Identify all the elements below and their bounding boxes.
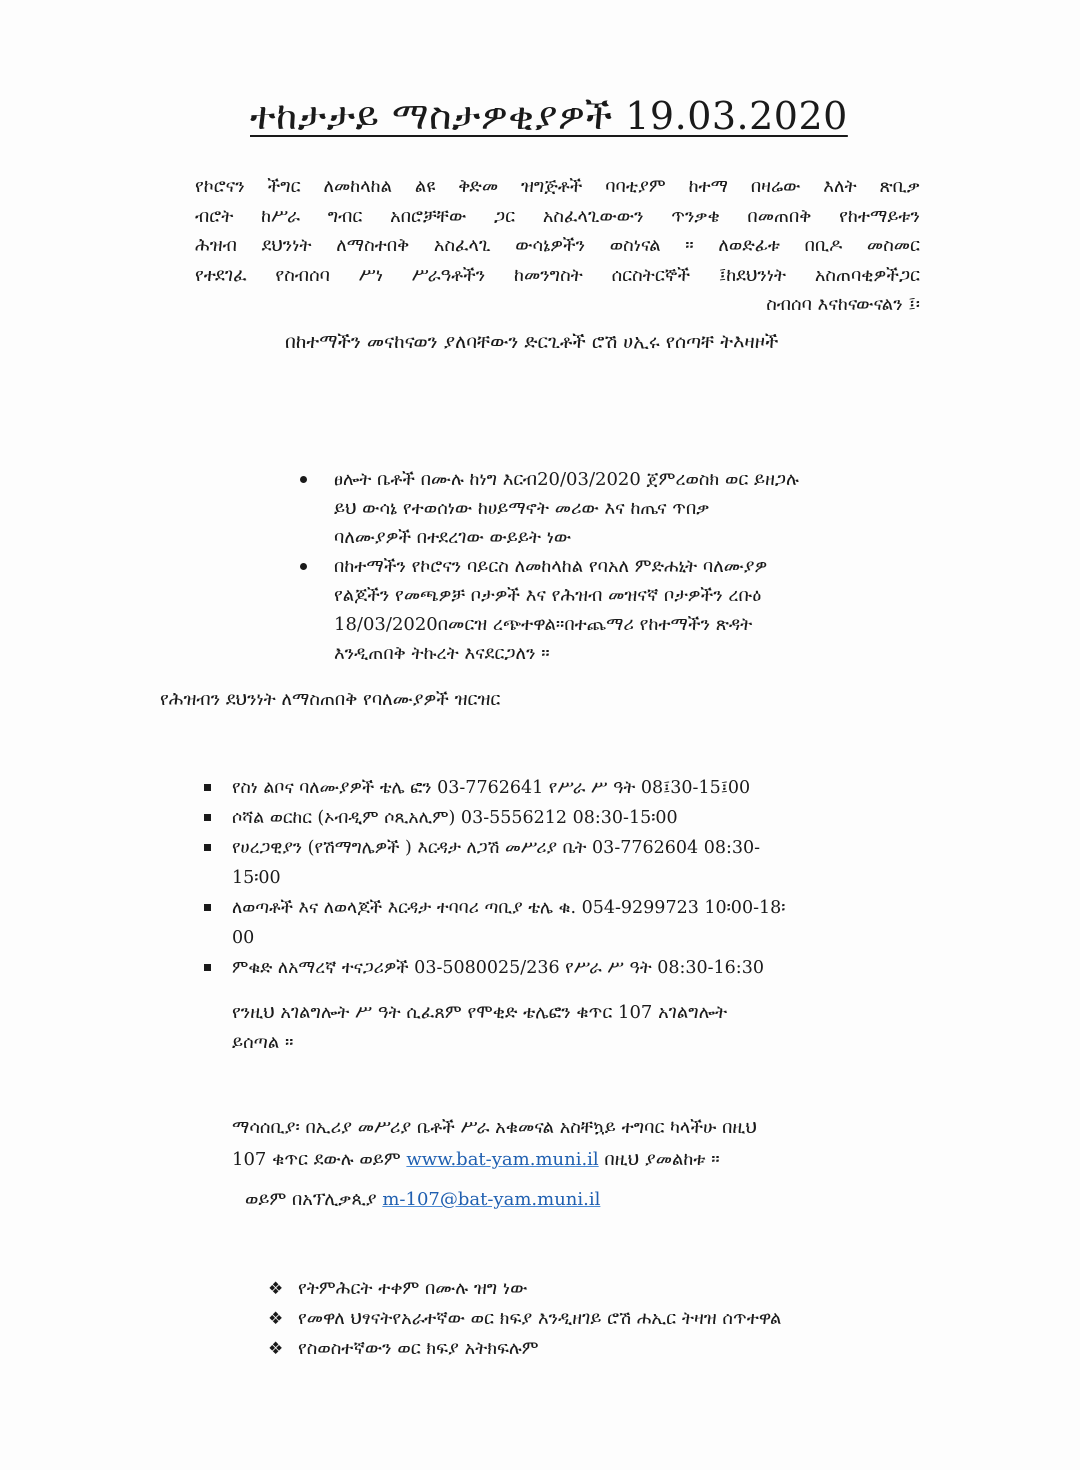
list-item-text: የመዋለ ህፃናትየአራተኛው ወር ክፍያ እንዲዘገይ ሮሽ ሐኢር ትዛዝ ሰጥተዋል [298,1308,782,1329]
intro-line: የተደገፈ የስብሰባ ሥነ ሥራዓቶችን ከመንግስት ሰርስትርኞች ፤ከደህንነት አስጠባቂዎችጋር [195,264,920,286]
contact-item [200,833,920,893]
contact-item [200,953,920,983]
email-link[interactable]: m-107@bat-yam.muni.il [382,1189,601,1210]
final-notes-list [268,1274,781,1364]
list-item-text: የስወስተኛውን ወር ክፍያ አትክፍሉም [298,1338,539,1359]
contact-text: የስነ ልቦና ባለሙያዎች ቴሌ ፎን 03-7762641 የሥራ ሥ ዓት 08፤30-15፤00 [232,778,751,798]
bullet-square-icon [204,784,211,791]
list-item-text: በከተማችን የኮሮናን ባይርስ ለመከላከል የባአለ ምድሐኒት ባለሙያዎ የልጆችን የመጫዎቻ ቦታዎች እና የሕዝብ መዝናኛ ቦታዎችን ረቡዕ 18/03/2020በመርዝ ረጭተዋል።በተጨማሪ የከተማችን ጽዳት እንዲጠበቅ ትኩረት እናደርጋለን ። [334,556,768,664]
contacts-heading: የሕዝብን ደህንነት ለማስጠበቅ የባለሙያዎች ዝርዝር [160,689,501,710]
notice-paragraph [232,1112,932,1176]
list-item [298,552,938,668]
instructions-subheading: በከተማችን መናከናወን ያለባቸውን ድርጊቶች ሮሽ ሀኢሩ የሰጣቸ ትእዛዞች [285,331,779,353]
diamond-bullet-icon: ❖ [268,1279,284,1299]
list-item [268,1304,781,1334]
bullet-square-icon [204,904,211,911]
intro-line: ሕዝብ ደህንነት ለማስተበቅ አስፈላጊ ውሳኔዎችን ወስነናል ። ለወድፊቱ በቢዶ መስመር [195,235,920,256]
intro-line: የኮሮናን ችግር ለመከላከል ልዩ ቅድመ ዝግጅቶች ባባቲያም ከተማ በዛሬው እለት ጽቢቃ [195,176,920,197]
intro-paragraph [195,172,920,320]
diamond-bullet-icon: ❖ [268,1339,284,1359]
page-title: ተከታታይ ማስታዎቂያዎች 19.03.2020 [250,94,848,138]
website-link[interactable]: www.bat-yam.muni.il [406,1149,599,1170]
intro-line: ብሮት ከሥራ ግብር አበሮቻቸው ጋር አስፈላጊውውን ጥንቃቄ በመጠበቅ የከተማይቱን [195,205,920,227]
list-item [298,465,938,552]
contact-text: ምቁድ ለአማረኛ ተናጋሪዎች 03-5080025/236 የሥራ ሥ ዓት 08:30-16:30 [232,958,764,978]
list-item-text: ፀሎት ቤቶች በሙሉ ከነግ እርብ20/03/2020 ጀምረወስክ ወር ይዘጋሉ ይህ ውሳኔ የተወሰነው ከሀይማኖት መሪው እና ከጤና ጥበቃ ባለሙያዎች በተደረገው ውይይት ነው [334,469,799,548]
instructions-list [298,465,938,668]
contact-item [200,773,920,803]
contact-text: ለወጣቶች እና ለወላጆች እርዳታ ተባባሪ ጣቢያ ቴሌ ቁ. 054-9299723 10፡00-18፡ 00 [232,898,786,948]
after-hours-note: የንዚህ አገልግሎት ሥ ዓት ሲፈጸም የሞቂድ ቴሌፎን ቁጥር 107 አገልግሎት ይሰጣል ። [232,1002,728,1053]
notice-line: ማሳሰቢያ፡ በኢሪያ መሥሪያ ቤቶች ሥራ አቁመናል አስቸኳይ ተግባር ካላችሁ በዚህ [232,1117,757,1138]
notice-prefix: 107 ቁጥር ደውሉ ወይም [232,1149,407,1170]
email-prefix: ወይም በአፕሊቃጲያ [245,1189,383,1210]
bullet-dot-icon [300,563,307,570]
notice-suffix: በዚህ ያመልከቱ ። [598,1149,720,1170]
diamond-bullet-icon: ❖ [268,1309,284,1329]
contacts-list [200,773,920,983]
contact-item [200,803,920,833]
list-item-text: የትምሕርት ተቀም በሙሉ ዝግ ነው [298,1278,528,1299]
email-line [245,1184,600,1216]
contact-item [200,893,920,953]
bullet-dot-icon [300,476,307,483]
list-item [268,1274,781,1304]
contact-text: የሀረጋዊያን (የሽማግሌዎች ) እርዳታ ለጋሽ መሥሪያ ቤት 03-7762604 08:30- 15፡00 [232,838,761,888]
contact-text: ሶሻል ወርከር (ኦብዲም ሶጺአሊም) 03-5556212 08:30-15፡00 [232,808,678,828]
bullet-square-icon [204,844,211,851]
bullet-square-icon [204,964,211,971]
bullet-square-icon [204,814,211,821]
list-item [268,1334,781,1364]
notice-line [232,1144,932,1176]
intro-line: ስብሰባ እናከናውናልን ፤፡ [766,294,920,315]
